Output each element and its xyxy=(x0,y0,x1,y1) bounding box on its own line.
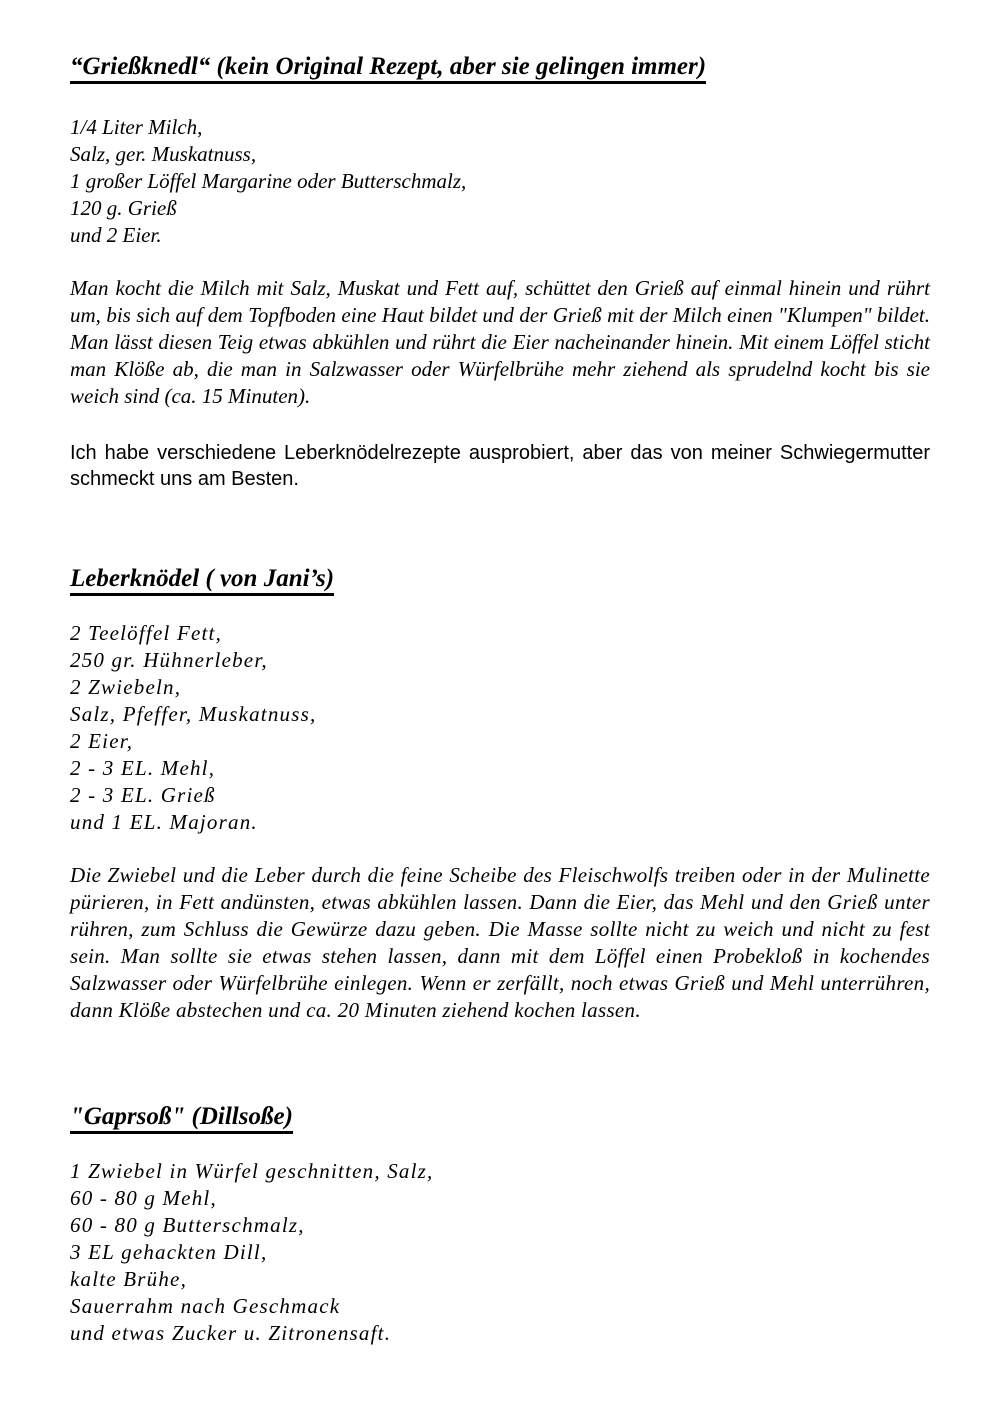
ingredient-line: 1/4 Liter Milch, xyxy=(70,115,203,139)
ingredient-line: 60 - 80 g Mehl, xyxy=(70,1186,217,1210)
recipe-section-griessknedl xyxy=(70,52,930,492)
recipe-title-text: "Gaprsoß" (Dillsoße) xyxy=(70,1103,293,1134)
ingredient-line: 3 EL gehackten Dill, xyxy=(70,1240,268,1264)
ingredient-line: Sauerrahm nach Geschmack xyxy=(70,1294,341,1318)
instructions-leberknoedel: Die Zwiebel und die Leber durch die feine Scheibe des Fleischwolfs treiben oder in der Mulinette pürieren, in Fett andünsten, etwas abkühlen lassen. Dann die Eier, das Mehl und den Grieß unter rühren, zum Schluss die Gewürze dazu geben. Die Masse sollte nicht zu weich und nicht zu fest sein. Man sollte sie etwas stehen lassen, dann mit dem Löffel einen Probekloß in kochendes Salzwasser oder Würfelbrühe einlegen. Wenn er zerfällt, noch etwas Grieß und Mehl unterrühren, dann Klöße abstechen und ca. 20 Minuten ziehend kochen lassen. xyxy=(70,863,930,1022)
ingredient-line: und 1 EL. Majoran. xyxy=(70,810,258,834)
ingredient-line: und etwas Zucker u. Zitronensaft. xyxy=(70,1321,392,1345)
ingredient-line: kalte Brühe, xyxy=(70,1267,188,1291)
ingredient-line: 2 Zwiebeln, xyxy=(70,675,182,699)
ingredient-line: 250 gr. Hühnerleber, xyxy=(70,648,268,672)
recipe-section-gaprsoss xyxy=(70,1102,930,1347)
recipe-title-text: Leberknödel ( von Jani’s) xyxy=(70,565,334,596)
recipe-title-gaprsoss xyxy=(70,1102,930,1132)
ingredient-list-griessknedl xyxy=(70,114,930,249)
recipe-title-leberknoedel xyxy=(70,564,930,594)
instructions-griessknedl: Man kocht die Milch mit Salz, Muskat und Fett auf, schüttet den Grieß auf einmal hinein und rührt um, bis sich auf dem Topfboden eine Haut bildet und der Grieß mit der Milch einen "Klumpen" bildet. Man lässt diesen Teig etwas abkühlen und rührt die Eier nacheinander hinein. Mit einem Löffel sticht man Klöße ab, die man in Salzwasser oder Würfelbrühe mehr ziehend als sprudelnd kocht bis sie weich sind (ca. 15 Minuten). xyxy=(70,276,930,408)
recipe-title-griessknedl xyxy=(70,52,930,82)
ingredient-line: 1 Zwiebel in Würfel geschnitten, Salz, xyxy=(70,1159,434,1183)
ingredient-line: 120 g. Grieß xyxy=(70,196,177,220)
ingredient-line: 2 Eier, xyxy=(70,729,134,753)
ingredient-line: 2 - 3 EL. Grieß xyxy=(70,783,216,807)
ingredient-list-leberknoedel xyxy=(70,620,930,836)
ingredient-line: 2 - 3 EL. Mehl, xyxy=(70,756,216,780)
ingredient-line: Salz, Pfeffer, Muskatnuss, xyxy=(70,702,317,726)
ingredient-line: Salz, ger. Muskatnuss, xyxy=(70,142,257,166)
ingredient-list-gaprsoss xyxy=(70,1158,930,1347)
ingredient-line: 1 großer Löffel Margarine oder Butterschmalz, xyxy=(70,169,467,193)
ingredient-line: 2 Teelöffel Fett, xyxy=(70,621,223,645)
recipe-title-text: “Grießknedl“ (kein Original Rezept, aber sie gelingen immer) xyxy=(70,53,706,84)
ingredient-line: und 2 Eier. xyxy=(70,223,162,247)
ingredient-line: 60 - 80 g Butterschmalz, xyxy=(70,1213,305,1237)
personal-note: Ich habe verschiedene Leberknödelrezepte ausprobiert, aber das von meiner Schwiegermutter schmeckt uns am Besten. xyxy=(70,442,930,490)
recipe-section-leberknoedel xyxy=(70,564,930,1024)
